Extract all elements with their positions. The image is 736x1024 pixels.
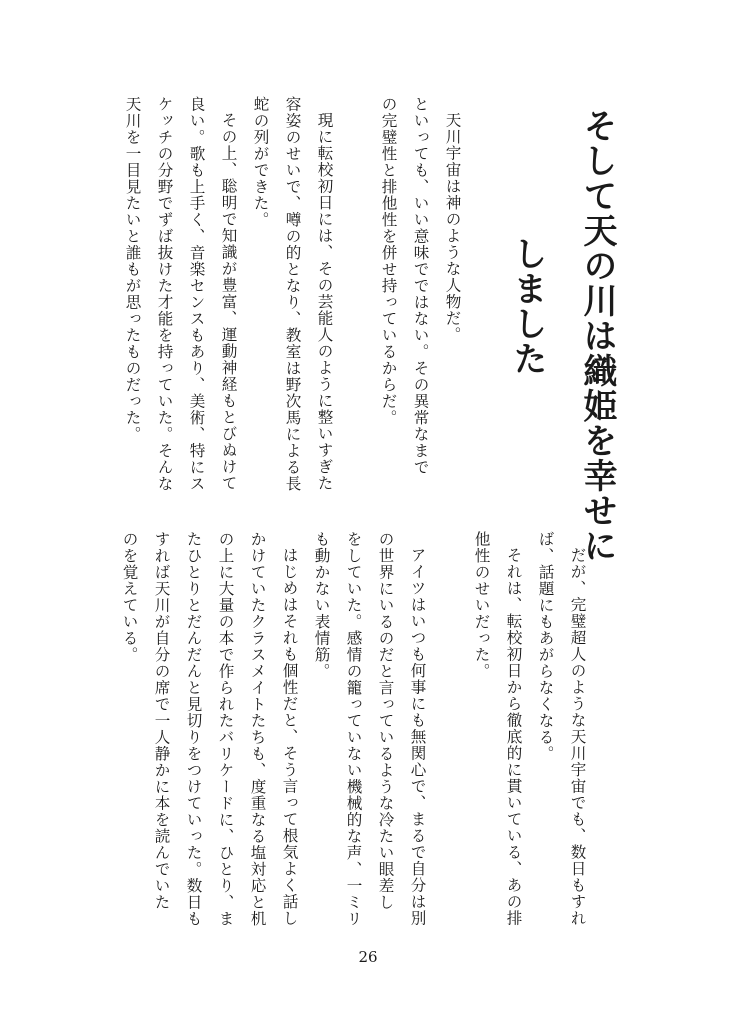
chapter-title-line-1: そして天の川は織姫を幸せに [577, 108, 617, 563]
text-line: はじめはそれも個性だと、そう言って根気よく話し [280, 547, 299, 927]
text-line: 現に転校初日には、その芸能人のように整いすぎた [315, 112, 334, 492]
text-line: の完璧性と排他性を併せ持っているからだ。 [379, 96, 398, 426]
page-number: 26 [358, 948, 378, 966]
text-line: をしていた。感情の籠っていない機械的な声、一ミリ [344, 531, 363, 927]
text-line: だが、完璧超人のような天川宇宙でも、数日もすれ [568, 547, 587, 927]
text-line: すれば天川が自分の席で一人静かに本を読んでいた [152, 531, 171, 911]
text-line: 蛇の列ができた。 [251, 96, 270, 228]
text-line: といっても、いい意味でではない。その異常なまで [411, 96, 430, 476]
text-line: それは、転校初日から徹底的に貫いている、あの排 [504, 547, 523, 927]
text-line: ケッチの分野でずば抜けた才能を持っていた。そんな [155, 96, 174, 492]
text-line: ば、話題にもあがらなくなる。 [536, 531, 555, 762]
text-line: 天川を一目見たいと誰もが思ったものだった。 [123, 96, 142, 443]
text-line: の世界にいるのだと言っているような冷たい眼差し [376, 531, 395, 911]
text-line: の上に大量の本で作られたバリケードに、ひとり、ま [216, 531, 235, 927]
text-line: のを覚えている。 [120, 531, 139, 663]
text-line: も動かない表情筋。 [312, 531, 331, 680]
text-line: アイツはいつも何事にも無関心で、まるで自分は別 [408, 547, 427, 927]
text-line: 天川宇宙は神のような人物だ。 [443, 112, 462, 343]
text-line: 良い。歌も上手く、音楽センスもあり、美術、特にス [187, 96, 206, 492]
text-line: かけていたクラスメイトたちも、度重なる塩対応と机 [248, 531, 267, 927]
text-line: 容姿のせいで、噂の的となり、教室は野次馬による長 [283, 96, 302, 492]
text-line: たひとりとだんだんと見切りをつけていった。数日も [184, 531, 203, 927]
text-line: その上、聡明で知識が豊富、運動神経もとびぬけて [219, 112, 238, 492]
chapter-title-line-2: しました [507, 236, 547, 376]
text-line: 他性のせいだった。 [472, 531, 491, 680]
